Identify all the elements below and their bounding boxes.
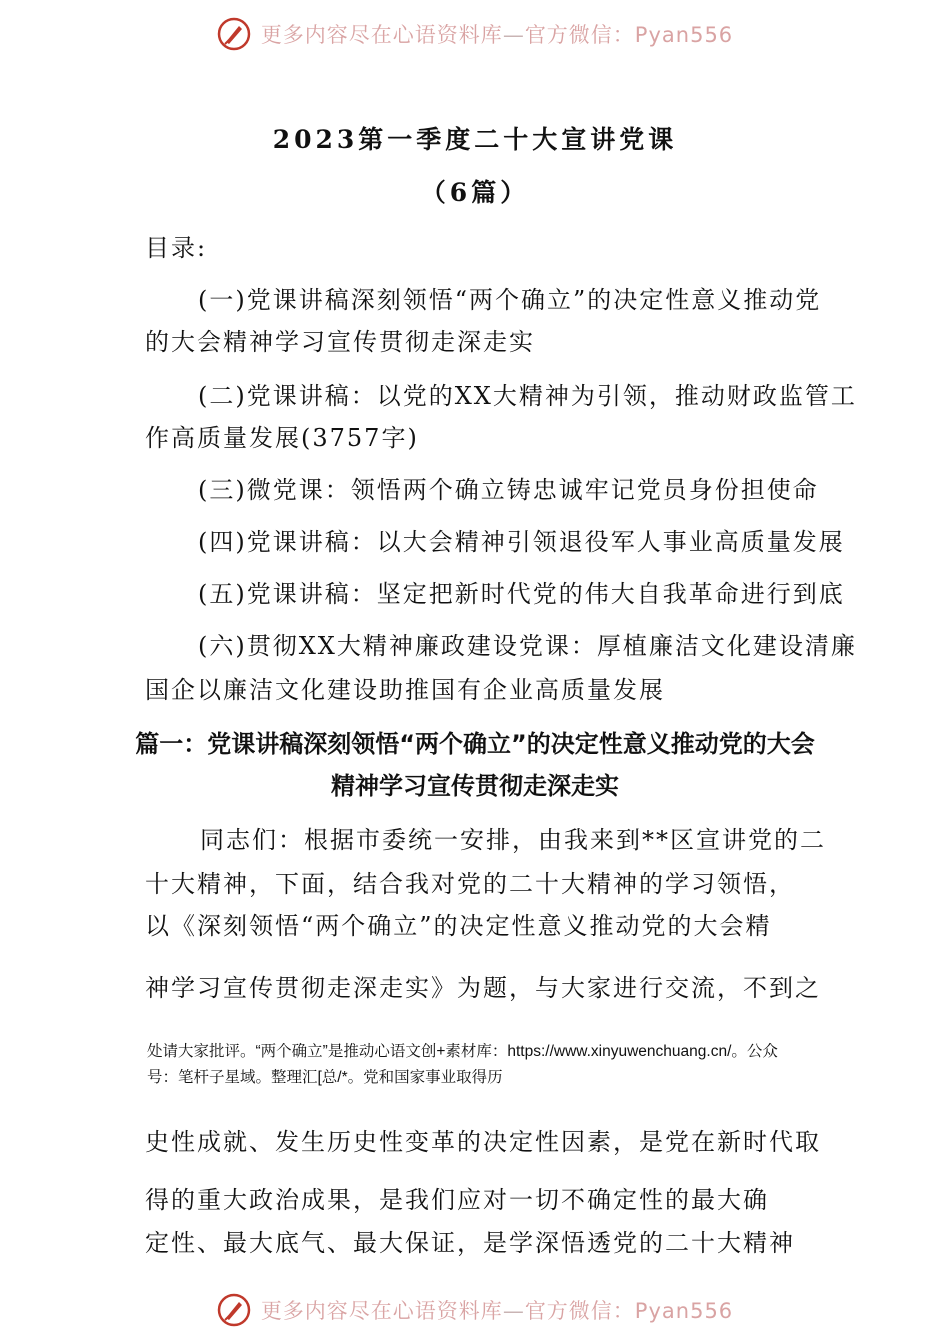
banner-text bbox=[261, 1295, 733, 1325]
document-title: 2023第一季度二十大宣讲党课 bbox=[272, 125, 678, 154]
banner-suffix-text: 官方微信：Pyan556 bbox=[524, 1299, 734, 1323]
toc-line: 国企以廉洁文化建设助推国有企业高质量发展 bbox=[145, 676, 665, 704]
section-heading: 篇一：党课讲稿深刻领悟“两个确立”的决定性意义推动党的大会 bbox=[135, 730, 815, 758]
banner-dash: — bbox=[502, 1299, 525, 1323]
footer-banner bbox=[0, 1290, 950, 1330]
toc-line: 作高质量发展(3757字) bbox=[145, 424, 419, 452]
toc-line: (二)党课讲稿：以党的XX大精神为引领，推动财政监管工 bbox=[198, 382, 857, 410]
body-line: 神学习宣传贯彻走深走实》为题，与大家进行交流，不到之 bbox=[145, 974, 821, 1002]
document-subtitle: （6篇） bbox=[420, 178, 530, 207]
body-line: 同志们：根据市委统一安排，由我来到**区宣讲党的二 bbox=[200, 826, 826, 854]
banner-text bbox=[261, 19, 733, 49]
toc-label: 目录: bbox=[145, 234, 208, 262]
banner-suffix-text: 官方微信：Pyan556 bbox=[524, 23, 734, 47]
banner-main-text: 更多内容尽在心语资料库 bbox=[260, 1299, 503, 1323]
body-line: 十大精神，下面，结合我对党的二十大精神的学习领悟， bbox=[145, 870, 795, 898]
banner-main-text: 更多内容尽在心语资料库 bbox=[260, 23, 503, 47]
body-line: 得的重大政治成果，是我们应对一切不确定性的最大确 bbox=[145, 1186, 769, 1214]
toc-line: (一)党课讲稿深刻领悟“两个确立”的决定性意义推动党 bbox=[198, 286, 822, 314]
body-line: 以《深刻领悟“两个确立”的决定性意义推动党的大会精 bbox=[145, 912, 772, 940]
banner-dash: — bbox=[502, 23, 525, 47]
note-line: 号：笔杆子星域。整理汇[总/*。党和国家事业取得历 bbox=[147, 1069, 503, 1086]
toc-line: 的大会精神学习宣传贯彻走深走实 bbox=[145, 328, 535, 356]
toc-line: (六)贯彻XX大精神廉政建设党课：厚植廉洁文化建设清廉 bbox=[198, 632, 857, 660]
quill-logo-icon bbox=[217, 17, 251, 51]
body-line: 定性、最大底气、最大保证，是学深悟透党的二十大精神 bbox=[145, 1229, 795, 1257]
note-line: 处请大家批评。“两个确立”是推动心语文创+素材库：https://www.xinyuwenchuang.cn/。公众 bbox=[147, 1043, 778, 1060]
quill-logo-icon bbox=[217, 1293, 251, 1327]
section-heading-cont: 精神学习宣传贯彻走深走实 bbox=[331, 772, 619, 800]
toc-line: (五)党课讲稿：坚定把新时代党的伟大自我革命进行到底 bbox=[198, 580, 845, 608]
body-line: 史性成就、发生历史性变革的决定性因素，是党在新时代取 bbox=[145, 1128, 821, 1156]
toc-line: (三)微党课：领悟两个确立铸忠诚牢记党员身份担使命 bbox=[198, 476, 819, 504]
toc-line: (四)党课讲稿：以大会精神引领退役军人事业高质量发展 bbox=[198, 528, 845, 556]
header-banner bbox=[0, 14, 950, 54]
